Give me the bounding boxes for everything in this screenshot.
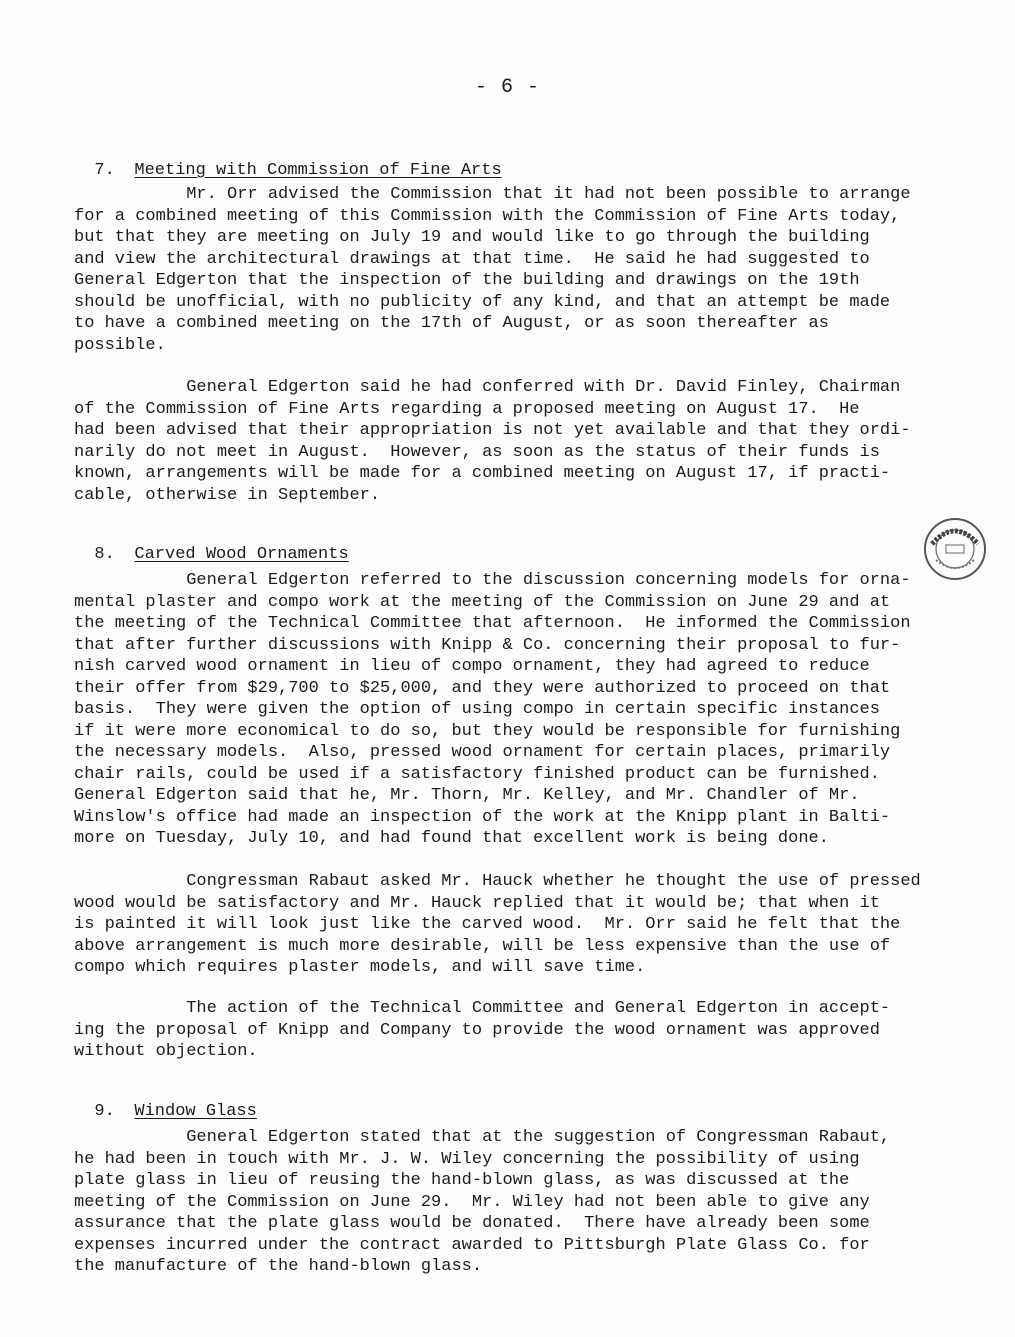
text-line: that after further discussions with Knipp & Co. concerning their proposal to fur- — [74, 635, 901, 655]
section-number: 9. — [94, 1102, 115, 1121]
text-line: nish carved wood ornament in lieu of compo ornament, they had agreed to reduce — [74, 657, 870, 676]
text-line: meeting of the Commission on June 29. Mr. Wiley had not been able to give any — [74, 1192, 870, 1212]
text-line: General Edgerton stated that at the suggestion of Congressman Rabaut, — [74, 1128, 891, 1147]
page-number: - 6 - — [474, 76, 540, 99]
section-title: Meeting with Commission of Fine Arts — [134, 161, 502, 180]
text-line: and view the architectural drawings at that time. He said he had suggested to — [74, 249, 870, 269]
text-line: assurance that the plate glass would be donated. There have already been some — [74, 1214, 870, 1233]
text-line: General Edgerton referred to the discussion concerning models for orna- — [74, 571, 911, 590]
text-line: expenses incurred under the contract awarded to Pittsburgh Plate Glass Co. for — [74, 1235, 870, 1255]
text-line: their offer from $29,700 to $25,000, and they were authorized to proceed on that — [74, 678, 891, 698]
text-line: mental plaster and compo work at the meeting of the Commission on June 29 and at — [74, 592, 891, 612]
text-line: of the Commission of Fine Arts regarding a proposed meeting on August 17. He — [74, 399, 860, 419]
text-line: is painted it will look just like the carved wood. Mr. Orr said he felt that the — [74, 915, 901, 934]
section-number: 8. — [94, 545, 115, 564]
paragraph — [74, 1127, 954, 1278]
text-line: more on Tuesday, July 10, and had found that excellent work is being done. — [74, 829, 829, 848]
text-line: ing the proposal of Knipp and Company to provide the wood ornament was approved — [74, 1020, 880, 1040]
paragraph — [74, 998, 954, 1063]
text-line: narily do not meet in August. However, as soon as the status of their funds is — [74, 442, 880, 462]
text-line: Winslow's office had made an inspection of the work at the Knipp plant in Balti- — [74, 807, 891, 827]
text-line: possible. — [74, 335, 166, 355]
section-title: Carved Wood Ornaments — [134, 545, 349, 564]
text-line: the necessary models. Also, pressed wood ornament for certain places, primarily — [74, 743, 891, 762]
paragraph — [74, 570, 954, 850]
text-line: the manufacture of the hand-blown glass. — [74, 1257, 483, 1276]
text-line: but that they are meeting on July 19 and would like to go through the building — [74, 228, 870, 247]
text-line: plate glass in lieu of reusing the hand-blown glass, as was discussed at the — [74, 1171, 850, 1190]
text-line: should be unofficial, with no publicity of any kind, and that an attempt be made — [74, 292, 891, 312]
text-line: had been advised that their appropriation is not yet available and that they ordi- — [74, 421, 911, 440]
text-line: cable, otherwise in September. — [74, 485, 381, 505]
text-line: he had been in touch with Mr. J. W. Wiley concerning the possibility of using — [74, 1149, 860, 1169]
text-line: basis. They were given the option of using compo in certain specific instances — [74, 700, 880, 719]
text-line: to have a combined meeting on the 17th of August, or as soon thereafter as — [74, 314, 829, 333]
text-line: the meeting of the Technical Committee that afternoon. He informed the Commission — [74, 614, 911, 633]
section-heading-8 — [74, 526, 349, 564]
paragraph — [74, 377, 954, 506]
text-line: The action of the Technical Committee and General Edgerton in accept- — [74, 999, 891, 1018]
text-line: Congressman Rabaut asked Mr. Hauck whether he thought the use of pressed — [74, 872, 921, 891]
text-line: wood would be satisfactory and Mr. Hauck replied that it would be; that when it — [74, 893, 880, 913]
text-line: General Edgerton said that he, Mr. Thorn, Mr. Kelley, and Mr. Chandler of Mr. — [74, 786, 860, 805]
text-line: chair rails, could be used if a satisfactory finished product can be furnished. — [74, 764, 880, 784]
text-line: if it were more economical to do so, but they would be responsible for furnishing — [74, 721, 901, 741]
paragraph — [74, 871, 954, 979]
section-heading-7 — [74, 142, 502, 180]
text-line: without objection. — [74, 1042, 258, 1061]
text-line: known, arrangements will be made for a combined meeting on August 17, if practi- — [74, 464, 891, 483]
section-heading-9 — [74, 1083, 257, 1121]
text-line: above arrangement is much more desirable, will be less expensive than the use of — [74, 936, 891, 956]
text-line: Mr. Orr advised the Commission that it had not been possible to arrange — [74, 185, 911, 204]
paragraph — [74, 184, 954, 356]
text-line: General Edgerton said he had conferred with Dr. David Finley, Chairman — [74, 378, 901, 397]
section-number: 7. — [94, 161, 115, 180]
text-line: compo which requires plaster models, and will save time. — [74, 958, 646, 977]
text-line: General Edgerton that the inspection of the building and drawings on the 19th — [74, 271, 860, 290]
section-title: Window Glass — [134, 1102, 257, 1121]
text-line: for a combined meeting of this Commission with the Commission of Fine Arts today, — [74, 206, 901, 226]
